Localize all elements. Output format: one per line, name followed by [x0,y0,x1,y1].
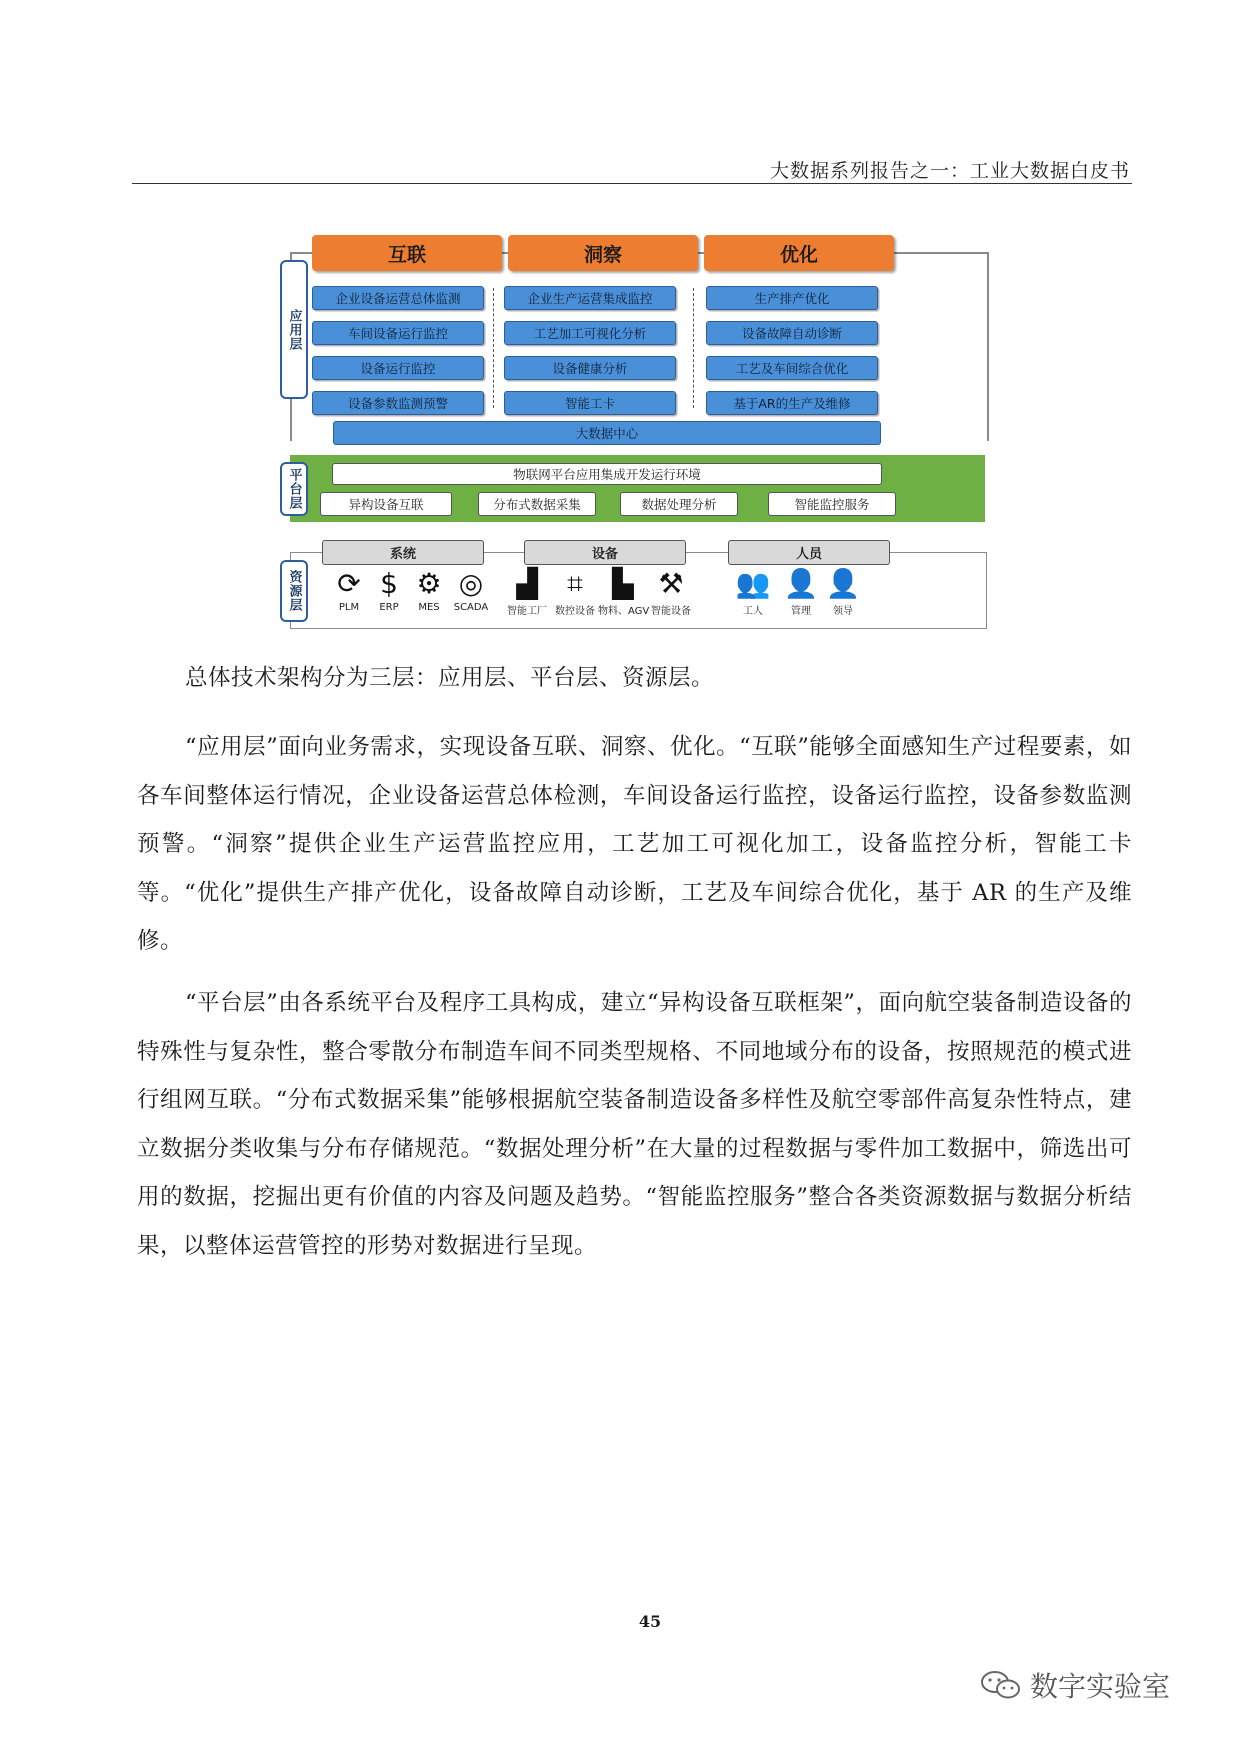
agv-icon: ▙ [612,567,634,600]
app-item: 企业设备运营总体监测 [312,286,484,310]
platform-item: 分布式数据采集 [478,492,596,516]
platform-item: 智能监控服务 [768,492,896,516]
architecture-diagram [280,230,1000,640]
app-item: 工艺及车间综合优化 [706,356,878,380]
watermark [980,1665,1170,1705]
app-item: 设备健康分析 [504,356,676,380]
app-item: 工艺加工可视化分析 [504,321,676,345]
app-item: 设备运行监控 [312,356,484,380]
platform-environment: 物联网平台应用集成开发运行环境 [332,463,882,485]
resource-label: 智能工厂 [507,606,547,617]
resource-label: 管理 [791,606,811,617]
paragraph-platform-layer: “平台层”由各系统平台及程序工具构成，建立“异构设备互联框架”，面向航空装备制造设备的特殊性与复杂性，整合零散分布制造车间不同类型规格、不同地域分布的设备，按照规范的模式进行组网互联。“分布式数据采集”能够根据航空装备制造设备多样性及航空零部件高复杂性特点，建立数据分类收集与分布存储规范。“数据处理分析”在大量的过程数据与零件加工数据中，筛选出可用的数据，挖掘出更有价值的内容及问题及趋势。“智能监控服务”整合各类资源数据与数据分析结果，以整体运营管控的形势对数据进行呈现。 [137,990,1132,1259]
dollar-icon: $ [380,567,398,600]
column-divider [493,288,494,408]
resource-label: MES [418,602,440,613]
workers-icon: 👥 [735,567,771,600]
column-interconnect [312,286,484,426]
layer-tag-application: 应用层 [280,260,308,399]
resource-label: 领导 [833,606,853,617]
platform-item: 数据处理分析 [620,492,738,516]
resource-agv [598,568,648,617]
page-number: 45 [638,1612,662,1631]
platform-layer [290,455,985,522]
wechat-icon [980,1669,1022,1701]
resource-workers [728,568,778,617]
resource-label: 数控设备 [555,606,595,617]
paragraph-overview: 总体技术架构分为三层：应用层、平台层、资源层。 [185,665,715,691]
gauge-icon: ◎ [458,567,484,600]
resource-cnc [550,568,600,617]
resource-smart-device [646,568,696,617]
app-item: 设备故障自动诊断 [706,321,878,345]
cycle-icon: ⟳ [337,567,361,600]
bigdata-center: 大数据中心 [333,421,881,445]
resource-label: ERP [379,602,399,613]
resource-group-equipment: 设备 [524,540,686,565]
column-head-optimize: 优化 [704,235,894,271]
resource-label: 工人 [743,606,763,617]
resource-label: 物料、AGV [598,606,650,617]
resource-label: 智能设备 [651,606,691,617]
app-item: 企业生产运营集成监控 [504,286,676,310]
robot-arm-icon: ⚒ [658,567,684,600]
app-item: 基于AR的生产及维修 [706,391,878,415]
app-item: 设备参数监测预警 [312,391,484,415]
resource-group-system: 系统 [322,540,484,565]
gear-icon: ⚙ [416,567,442,600]
resource-factory [502,568,552,617]
paragraph-application-layer: “应用层”面向业务需求，实现设备互联、洞察、优化。“互联”能够全面感知生产过程要素，如各车间整体运行情况，企业设备运营总体检测，车间设备运行监控，设备运行监控，设备参数监测预警。“洞察”提供企业生产运营监控应用，工艺加工可视化加工，设备监控分析，智能工卡等。“优化”提供生产排产优化，设备故障自动诊断，工艺及车间综合优化，基于 AR 的生产及维修。 [137,734,1132,954]
app-item: 车间设备运行监控 [312,321,484,345]
resource-leader [818,568,868,617]
layer-tag-platform: 平台层 [280,462,308,516]
layer-tag-resource: 资源层 [280,560,308,622]
leader-icon: 👤 [825,567,861,600]
manager-icon: 👤 [783,567,819,600]
platform-item: 异构设备互联 [320,492,452,516]
header-title: 大数据系列报告之一：工业大数据白皮书 [769,160,1130,182]
app-item: 智能工卡 [504,391,676,415]
factory-icon: ▟ [516,567,538,600]
header-divider [132,183,1132,184]
watermark-text: 数字实验室 [1030,1670,1171,1703]
app-item: 生产排产优化 [706,286,878,310]
column-optimize [706,286,878,426]
column-insight [504,286,676,426]
column-divider [693,288,694,408]
resource-label: SCADA [453,602,489,613]
resource-group-personnel: 人员 [728,540,890,565]
column-head-interconnect: 互联 [312,235,502,271]
cnc-icon: ⌗ [567,567,583,600]
resource-scada [446,568,496,613]
column-head-insight: 洞察 [508,235,698,271]
resource-label: PLM [338,602,360,613]
